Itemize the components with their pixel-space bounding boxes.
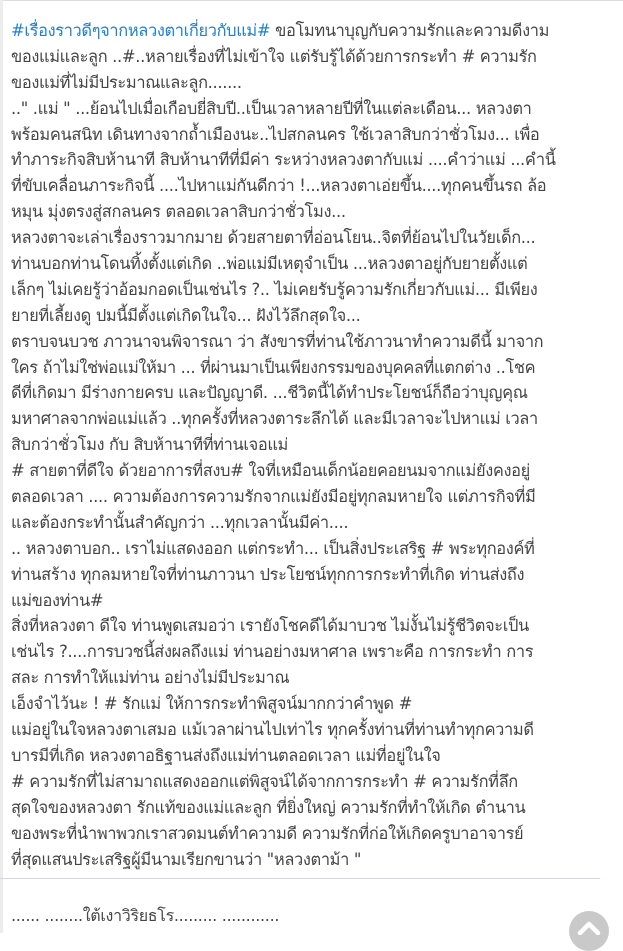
post-line: ทำภาระกิจสิบห้านาที สิบห้านาทีที่มีค่า ระหว่างหลวงตากับแม่ ....คำว่าแม่ ...คำนี้ (11, 150, 556, 170)
left-edge-bar (0, 0, 3, 933)
post-line-text: ขอโมทนาบุญกับความรักและความดีงาม (270, 21, 550, 40)
post-line: บารมีที่เกิด หลวงตาอธิฐานส่งถึงแม่ท่านตลอดเวลา แม่ที่อยู่ในใจ (11, 745, 441, 765)
post-line: สุดใจของหลวงตา รักแท้ของแม่และลูก ที่ยิ่งใหญ่ ความรักที่ทำให้เกิด ตำนาน (11, 797, 526, 817)
post-line: แม่ของท่าน# (11, 590, 104, 610)
post-line: ใคร ถ้าไม่ใช่พ่อแม่ให้มา ... ที่ผ่านมาเป็นเพียงกรรมของบุคคลที่แตกต่าง ..โชค (11, 357, 536, 377)
post-line: ตราบจนบวช ภาวนาจนพิจารณา ว่า สังขารที่ท่านใช้ภาวนาทำความดีนี้ มาจาก (11, 331, 544, 351)
post-line: ของแม่ที่ไม่มีประมาณและลูก....... (11, 72, 242, 92)
post-line (11, 18, 611, 44)
post-line: .. หลวงตาบอก.. เราไม่แสดงออก แต่กระทำ... เป็นสิ่งประเสริฐ # พระทุกองค์ที่ (11, 538, 535, 558)
post-line: ที่สุดแสนประเสริฐผู้มีนามเรียกขานว่า "หลวงตาม้า " (11, 849, 362, 869)
post-line: หมุน มุ่งตรงสู่สกลนคร ตลอดเวลาสิบกว่าชั่วโมง... (11, 202, 346, 222)
post-line: # สายตาที่ดีใจ ด้วยอาการที่สงบ# ใจที่เหมือนเด็กน้อยคอยนมจากแม่ยังคงอยู่ (11, 461, 530, 481)
post-line: เช่นไร ?....การบวชนี้ส่งผลถึงแม่ ท่านอย่างมหาศาล เพราะคือ การกระทำ การ (11, 642, 534, 662)
post-line: ยายที่เลี้ยงดู ปมนี้มีตั้งแต่เกิดในใจ... ฝังไว้ลึกสุดใจ... (11, 305, 361, 325)
top-border (0, 0, 623, 1)
post-line: มหาศาลจากพ่อแม่แล้ว ..ทุกครั้งที่หลวงตาระลึกได้ และมีเวลาจะไปหาแม่ เวลา (11, 409, 538, 429)
post-line: ตลอดเวลา .... ความต้องการความรักจากแม่ยังมีอยู่ทุกลมหายใจ แต่ภารกิจที่มี (11, 487, 536, 507)
post-line: สิ่งที่หลวงตา ดีใจ ท่านพูดเสมอว่า เรายังโชคดีได้มาบวช ไม่งั้นไม่รู้ชีวิตจะเป็น (11, 616, 529, 636)
post-line: เอ็งจำไว้นะ ! # รักแม่ ให้การกระทำพิสูจน์มากกว่าคำพูด # (11, 694, 412, 714)
post-line: และต้องกระทำนั้นสำคัญกว่า ...ทุกเวลานั้นมีค่า.... (11, 512, 349, 532)
post-line: เล็กๆ ไม่เคยรู้ว่าอ้อมกอดเป็นเช่นไร ?.. ไม่เคยรับรู้ความรักเกี่ยวกับแม่... มีเพียง (11, 279, 538, 299)
post-line: # ความรักที่ไม่สามาถแสดงออกแต่พิสูจน์ได้จากการกระทำ # ความรักที่ลึก (11, 771, 518, 791)
post-line: สิบกว่าชั่วโมง กับ สิบห้านาทีที่ท่านเจอแม่ (11, 435, 288, 455)
post-line: ดีที่เกิดมา มีร่างกายครบ และปัญญาดี. ...ชีวิตนี้ได้ทำประโยชน์ก็ถือว่าบุญคุณ (11, 383, 528, 403)
post-line: ของแม่และลูก ..#..หลายเรื่องที่ไม่เข้าใจ แต่รับรู้ได้ด้วยการกระทำ # ความรัก (11, 46, 537, 66)
hashtag-link[interactable]: #เรื่องราวดีๆจากหลวงตาเกี่ยวกับแม่# (11, 21, 271, 40)
post-line: สละ การทำให้แม่ท่าน อย่างไม่มีประมาณ (11, 668, 290, 688)
post-line: ท่านสร้าง ทุกลมหายใจที่ท่านภาวนา ประโยชน์ทุกการกระทำที่เกิด ท่านส่งถึง (11, 564, 525, 584)
post-line: หลวงตาจะเล่าเรื่องราวมากมาย ด้วยสายตาที่อ่อนโยน..จิตที่ย้อนไปในวัยเด็ก... (11, 228, 536, 248)
post-body (11, 18, 611, 872)
post-line: ของพระที่นำพาพวกเราสวดมนต์ทำความดี ความรักที่ก่อให้เกิดครูบาอาจารย์ (11, 823, 524, 843)
post-line: ท่านบอกท่านโดนทิ้งตั้งแต่เกิด ..พ่อแม่มีเหตุจำเป็น ...หลวงตาอยู่กับยายตั้งแต่ (11, 254, 528, 274)
post-line: พร้อมคนสนิท เดินทางจากถ้ำเมืองนะ..ไปสกลนคร ใช้เวลาสิบกว่าชั่วโมง... เพื่อ (11, 124, 540, 144)
post-line: ที่ขับเคลื่อนภาระกิจนี้ ....ไปหาแม่กันดีกว่า !...หลวงตาเอ่ยขึ้น....ทุกคนขึ้นรถ ล้อ (11, 176, 547, 196)
scroll-to-top-button[interactable] (569, 911, 609, 951)
signature-line: ...... ........ใต้เงาวิริยธโร......... ............ (11, 906, 280, 925)
divider (0, 878, 600, 879)
post-line: แม่อยู่ในใจหลวงตาเสมอ แม้เวลาผ่านไปเท่าไร ทุกครั้งท่านที่ท่านทำทุกความดี (11, 720, 534, 740)
post-line: .." .แม่ " ...ย้อนไปเมื่อเกือบยี่สิบปี..เป็นเวลาหลายปีที่ในแต่ละเดือน... หลวงตา (11, 98, 532, 118)
